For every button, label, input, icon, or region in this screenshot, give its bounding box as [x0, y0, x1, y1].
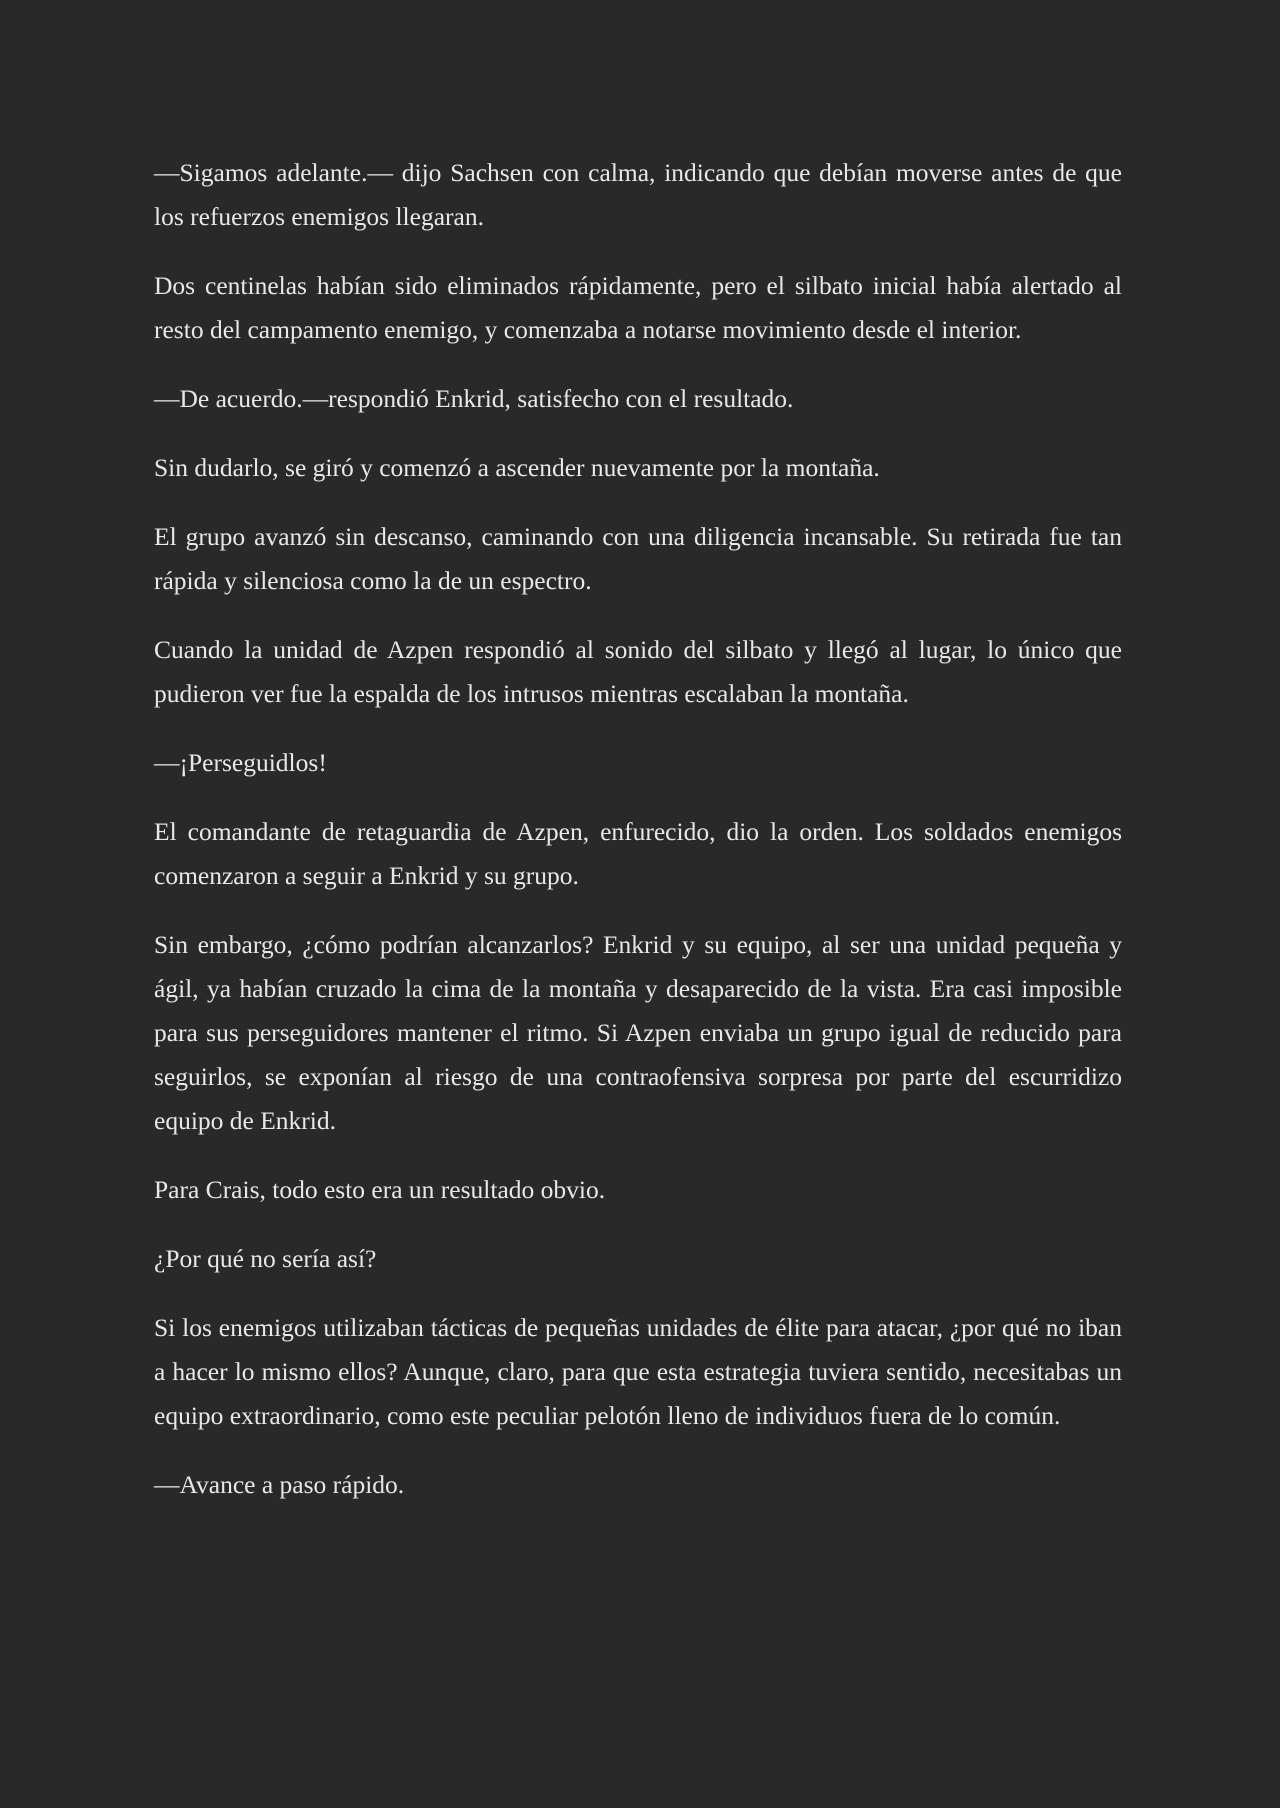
paragraph: —Avance a paso rápido. — [154, 1470, 405, 1499]
paragraph: Cuando la unidad de Azpen respondió al sonido del silbato y llegó al lugar, lo único que pudieron ver fue la espalda de los intrusos mientras escalaban la montaña. — [154, 635, 1122, 708]
paragraph: Si los enemigos utilizaban tácticas de pequeñas unidades de élite para atacar, ¿por qué no iban a hacer lo mismo ellos? Aunque, claro, para que esta estrategia tuviera sentido, necesitabas un equipo extraordinario, como este peculiar pelotón lleno de individuos fuera de lo común. — [154, 1313, 1122, 1430]
paragraph: ¿Por qué no sería así? — [154, 1244, 377, 1273]
paragraph: Sin dudarlo, se giró y comenzó a ascender nuevamente por la montaña. — [154, 453, 880, 482]
paragraph: —De acuerdo.—respondió Enkrid, satisfecho con el resultado. — [154, 384, 794, 413]
paragraph: —Sigamos adelante.— dijo Sachsen con calma, indicando que debían moverse antes de que los refuerzos enemigos llegaran. — [154, 158, 1122, 231]
paragraph: El grupo avanzó sin descanso, caminando con una diligencia incansable. Su retirada fue tan rápida y silenciosa como la de un espectro. — [154, 522, 1122, 595]
paragraph: Para Crais, todo esto era un resultado obvio. — [154, 1175, 606, 1204]
paragraph: El comandante de retaguardia de Azpen, enfurecido, dio la orden. Los soldados enemigos comenzaron a seguir a Enkrid y su grupo. — [154, 817, 1122, 890]
paragraph: Sin embargo, ¿cómo podrían alcanzarlos? Enkrid y su equipo, al ser una unidad pequeña y ágil, ya habían cruzado la cima de la montaña y desaparecido de la vista. Era casi imposible para sus perseguidores mantener el ritmo. Si Azpen enviaba un grupo igual de reducido para seguirlos, se exponían al riesgo de una contraofensiva sorpresa por parte del escurridizo equipo de Enkrid. — [154, 930, 1122, 1135]
paragraph: —¡Perseguidlos! — [154, 748, 327, 777]
paragraph: Dos centinelas habían sido eliminados rápidamente, pero el silbato inicial había alertado al resto del campamento enemigo, y comenzaba a notarse movimiento desde el interior. — [154, 271, 1122, 344]
